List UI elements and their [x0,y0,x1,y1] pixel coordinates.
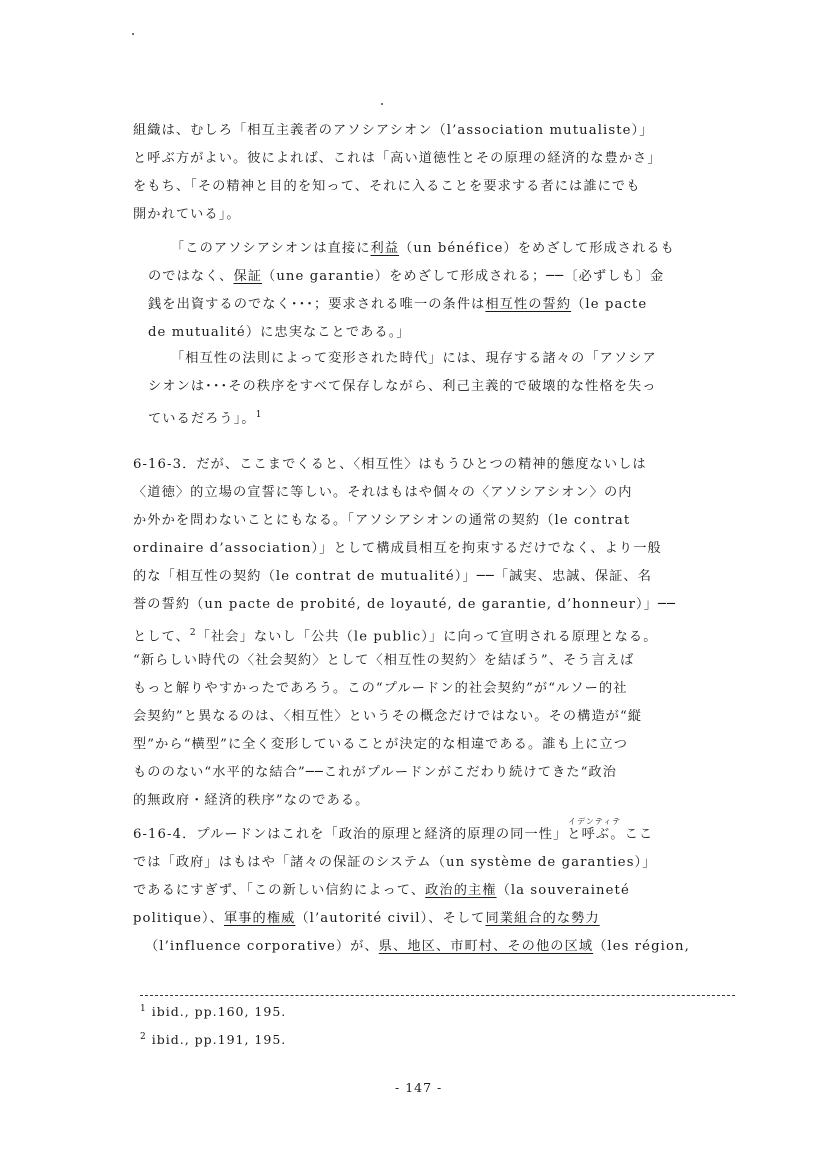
scan-speck [381,103,383,105]
text-line: “新らしい時代の〈社会契約〉として〈相互性の契約〉を結ぼう”、そう言えば [133,653,635,668]
quote-text: （une garantie）をめざして形成される；──〔必ずしも〕金 [262,269,665,284]
text-line: 会契約”と異なるのは、〈相互性〉というその概念だけではない。その構造が“縦 [133,709,643,724]
footnote-1 [140,1004,286,1019]
line-text: であるにすぎず、「この新しい信約によって、 [133,883,426,898]
footnote-mark: 1 [140,1004,147,1014]
text-line: 〈道徳〉的立場の宣誓に等しい。それはもはや個々の〈アソシアシオン〉の内 [133,485,633,500]
footnote-reference: 1 [255,410,263,420]
text-line [145,938,690,956]
text-line [133,910,600,928]
text-line: 6-16-4．プルードンはこれを「政治的原理と経済的原理の同一性」と呼ぶ。ここ [133,827,654,842]
line-text: （les région, [593,939,690,954]
quote-text: （un bénéfice）をめざして形成されるも [399,241,675,256]
quote-line: de mutualité）に忠実なことである。」 [148,325,411,340]
quote-text: のではなく、 [148,269,234,284]
quote-line: シオンは･･･その秩序をすべて保存しながら、利己主義的で破壊的な性格を失っ [148,379,657,394]
text-line: では「政府」はもはや「諸々の保証のシステム（un système de garanties）」 [133,855,657,870]
text-line: 誉の誓約（un pacte de probité, de loyauté, de garantie, d’honneur）」── [133,597,677,612]
text-line: 組織は、むしろ「相互主義者のアソシアシオン（l’association mutualiste）」 [133,123,654,138]
footnote-2 [140,1032,286,1047]
underlined-term: 軍事的権威 [223,911,296,926]
underlined-term: 利益 [370,241,400,256]
line-text: 「社会」ないし「公共（le public）」に向って宣明される原理となる。 [196,629,658,645]
text-line: をもち、「その精神と目的を知って、それに入ることを要求する者には誰にでも [133,179,641,194]
scan-speck [132,33,134,35]
line-text: として、 [133,629,190,645]
text-line: 6-16-3．だが、ここまでくると、〈相互性〉はもうひとつの精神的態度ないしは [133,457,647,472]
underlined-term: 政治的主権 [425,883,497,898]
underlined-term: 県、地区、市町村、その他の区域 [378,939,594,954]
text-line [133,882,630,900]
text-line: もっと解りやすかったであろう。この“プルードン的社会契約”が“ルソー的社 [133,681,628,696]
quote-text: ているだろう」。 [148,411,256,427]
footnote-reference: 2 [189,628,197,638]
underlined-term: 同業組合的な勢力 [485,911,600,926]
line-text: （l’autorité civil）、そして [295,911,486,926]
quote-line: 「相互性の法則によって変形された時代」には、現存する諸々の「アソシア [171,351,657,366]
quote-text: （le pacte [571,297,648,312]
quote-text: 銭を出資するのでなく･･･；要求される唯一の条件は [148,297,486,312]
footnote-text: ibid., pp.191, 195. [151,1032,287,1048]
quote-text: 「このアソシアシオンは直接に [171,241,371,256]
quote-line [148,268,664,286]
footnote-separator [140,995,735,996]
underlined-term: 相互性の誓約 [485,297,572,312]
text-line: 開かれている」。 [133,207,241,222]
quote-line [171,240,675,258]
text-line: か外かを問わないことにもなる。「アソシアシオンの通常の契約（le contrat [133,513,631,528]
footnote-text: ibid., pp.160, 195. [151,1004,287,1020]
text-line: 的な「相互性の契約（le contrat de mutualité）」──「誠実、忠誠、保証、名 [133,569,653,584]
page-number: - 147 - [395,1080,443,1095]
text-line: 型”から“横型”に全く変形していることが決定的な相違である。誰も上に立つ [133,737,629,752]
text-line: もののない“水平的な結合”──これがプルードンがこだわり続けてきた“政治 [133,765,617,780]
text-line [133,624,657,646]
line-text: （l’influence corporative）が、 [145,939,379,954]
underlined-term: 保証 [233,269,263,284]
ruby-annotation: イデンティテ [568,817,622,826]
footnote-mark: 2 [140,1032,147,1042]
text-line: と呼ぶ方がよい。彼によれば、これは「高い道徳性とその原理の経済的な豊かさ」 [133,151,662,166]
line-text: （la souveraineté [496,883,630,898]
line-text: politique）、 [133,911,224,926]
quote-line [148,406,263,428]
text-line: ordinaire d’association）」として構成員相互を拘束するだけでなく、より一般 [133,541,662,556]
text-line: 的無政府・経済的秩序”なのである。 [133,793,370,808]
quote-line [148,296,647,314]
